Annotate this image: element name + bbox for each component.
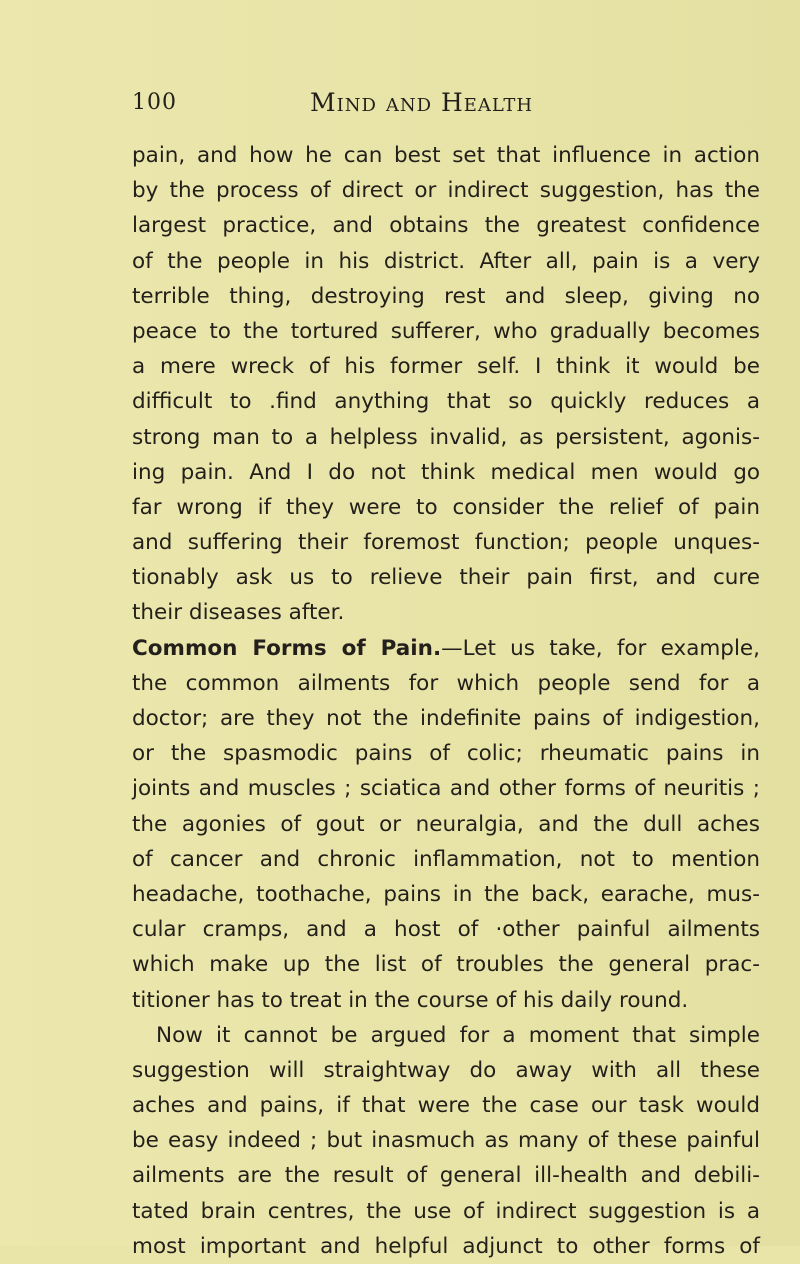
section-heading-line xyxy=(132,631,760,666)
text-line: of cancer and chronic inflammation, not to mention xyxy=(132,846,760,872)
text-line: be easy indeed ; but inasmuch as many of these painful xyxy=(132,1128,760,1154)
text-line: far wrong if they were to consider the relief of pain xyxy=(132,494,760,520)
body-text xyxy=(132,138,760,1264)
text-line: doctor; are they not the indefinite pains of indigestion, xyxy=(132,706,760,731)
text-line: joints and muscles ; sciatica and other forms of neuritis ; xyxy=(132,776,760,802)
text-line: which make up the list of troubles the general prac- xyxy=(132,952,760,978)
text-line: suggestion will straightway do away with all these xyxy=(132,1057,760,1083)
text-line: peace to the tortured sufferer, who gradually becomes xyxy=(132,318,760,344)
text-line: aches and pains, if that were the case our task would xyxy=(132,1093,760,1119)
text-line: terrible thing, destroying rest and sleep, giving no xyxy=(132,283,760,309)
text-line: by the process of direct or indirect suggestion, has the xyxy=(132,178,760,204)
text-line: tated brain centres, the use of indirect suggestion is a xyxy=(132,1198,760,1224)
running-header xyxy=(132,88,762,124)
text-line: headache, toothache, pains in the back, earache, mus- xyxy=(132,881,760,907)
text-line: titioner has to treat in the course of his daily round. xyxy=(132,987,689,1013)
text-line: and suffering their foremost function; people unques- xyxy=(132,530,760,556)
text-line: tionably ask us to relieve their pain first, and cure xyxy=(132,565,760,591)
text-line: difficult to .find anything that so quickly reduces a xyxy=(132,389,760,415)
text-line: cular cramps, and a host of ·other painful ailments xyxy=(132,917,760,943)
text-line: a mere wreck of his former self. I think it would be xyxy=(132,354,760,380)
text-line: strong man to a helpless invalid, as persistent, agonis- xyxy=(132,424,760,450)
text-line: largest practice, and obtains the greatest confidence xyxy=(132,213,760,239)
section-lead: —Let us take, for example, xyxy=(441,635,760,661)
section-heading: Common Forms of Pain. xyxy=(132,635,442,661)
text-line: the common ailments for which people send for a xyxy=(132,670,760,696)
page-number: 100 xyxy=(132,90,177,115)
text-line: ailments are the result of general ill-health and debili- xyxy=(132,1163,760,1189)
text-line: their diseases after. xyxy=(132,600,345,626)
text-line: or the spasmodic pains of colic; rheumatic pains in xyxy=(132,741,760,767)
text-line: the agonies of gout or neuralgia, and the dull aches xyxy=(132,811,760,837)
running-title: Mind and Health xyxy=(310,88,534,117)
text-line: pain, and how he can best set that influence in action xyxy=(132,143,760,168)
text-line: of the people in his district. After all, pain is a very xyxy=(132,248,760,274)
text-line: ing pain. And I do not think medical men would go xyxy=(132,459,760,485)
text-line: most important and helpful adjunct to other forms of xyxy=(132,1233,760,1259)
text-line: Now it cannot be argued for a moment that simple xyxy=(156,1022,760,1048)
